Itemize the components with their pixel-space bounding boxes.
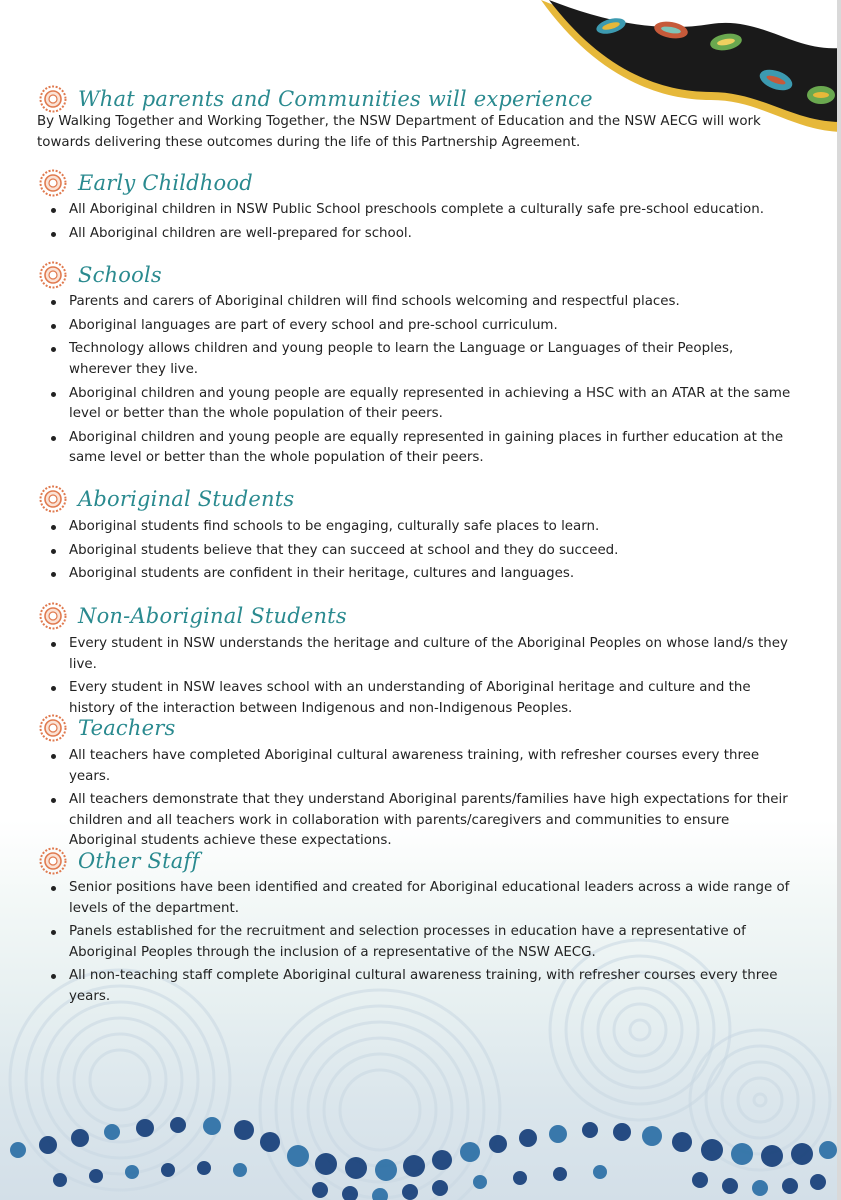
list-item: Aboriginal children and young people are equally represented in gaining places in further education at the same level or better than the whole population of their peers. [37,428,797,469]
concentric-circle-icon [38,484,68,514]
decorative-dot [260,1132,280,1152]
decorative-ring [42,1002,198,1158]
decorative-dot [233,1163,247,1177]
decorative-dot [403,1155,425,1177]
list-item: Aboriginal children and young people are equally represented in achieving a HSC with an ATAR at the same level or better than the whole population of their peers. [37,384,797,425]
decorative-ring [58,1018,182,1142]
bullet-list-schools [37,292,797,472]
list-item: Aboriginal languages are part of every school and pre-school curriculum. [37,316,797,337]
decorative-dot [71,1129,89,1147]
decorative-dot [761,1145,783,1167]
list-item: Technology allows children and young people to learn the Language or Languages of their Peoples, wherever they live. [37,339,797,380]
concentric-circle-icon [38,601,68,631]
decorative-dot [432,1150,452,1170]
decorative-dot [519,1129,537,1147]
decorative-dot [53,1173,67,1187]
decorative-dot [752,1180,768,1196]
concentric-circle-icon [38,260,68,290]
decorative-dot [722,1178,738,1194]
decorative-dot [402,1184,418,1200]
intro-paragraph: By Walking Together and Working Together, the NSW Department of Education and the NSW AECG will work towards delivering these outcomes during the life of this Partnership Agreement. [37,114,761,150]
decorative-dot [375,1159,397,1181]
concentric-circle-icon [38,713,68,743]
decorative-dot [819,1141,837,1159]
bullet-list-aboriginal-students [37,517,797,588]
decorative-dot [10,1142,26,1158]
list-item: All Aboriginal children are well-prepared for school. [37,224,797,245]
decorative-dot [782,1178,798,1194]
decorative-dot [287,1145,309,1167]
section-title: Early Childhood [78,171,253,195]
decorative-dot [432,1180,448,1196]
decorative-dot [161,1163,175,1177]
bullet-list-early-childhood [37,200,797,247]
list-item: All non-teaching staff complete Aboriginal cultural awareness training, with refresher courses every three years. [37,966,797,1007]
decorative-dot [692,1172,708,1188]
decorative-dot [701,1139,723,1161]
decorative-dot [372,1188,388,1200]
decorative-dot [203,1117,221,1135]
decorative-dot [125,1165,139,1179]
concentric-circle-icon [38,84,68,114]
decorative-dot [460,1142,480,1162]
decorative-dot [234,1120,254,1140]
section-title: Other Staff [78,849,200,873]
decorative-dot [642,1126,662,1146]
decorative-ring [722,1062,798,1138]
decorative-dot [315,1153,337,1175]
decorative-ring [74,1034,166,1126]
decorative-dot [810,1174,826,1190]
decorative-dot [170,1117,186,1133]
decorative-dot [104,1124,120,1140]
section-heading-other-staff [38,846,199,876]
section-title: Schools [78,263,162,287]
list-item: Every student in NSW leaves school with an understanding of Aboriginal heritage and culture and the history of the interaction between Indigenous and non-Indigenous Peoples. [37,678,797,719]
concentric-circle-icon [38,846,68,876]
decorative-dot [312,1182,328,1198]
list-item: Senior positions have been identified and created for Aboriginal educational leaders across a wide range of levels of the department. [37,878,797,919]
list-item: Aboriginal students find schools to be engaging, culturally safe places to learn. [37,517,797,538]
decorative-ring [340,1070,420,1150]
concentric-circle-icon [38,168,68,198]
intro-title: What parents and Communities will experience [78,87,593,111]
decorative-dot [593,1165,607,1179]
bullet-list-other-staff [37,878,797,1011]
decorative-dot [553,1167,567,1181]
decorative-ring [630,1020,650,1040]
decorative-ring [738,1078,782,1122]
decorative-dot [582,1122,598,1138]
decorative-dot [197,1161,211,1175]
section-title: Non-Aboriginal Students [78,604,347,628]
decorative-dot [791,1143,813,1165]
decorative-dot [473,1175,487,1189]
decorative-dot [39,1136,57,1154]
list-item: Parents and carers of Aboriginal children will find schools welcoming and respectful places. [37,292,797,313]
decorative-dot [342,1186,358,1200]
section-heading-early-childhood [38,168,253,198]
decorative-dot [489,1135,507,1153]
section-title: Aboriginal Students [78,487,295,511]
decorative-dot [136,1119,154,1137]
section-heading-schools [38,260,162,290]
section-title: Teachers [78,716,176,740]
bullet-list-non-aboriginal-students [37,634,797,722]
intro-heading [38,84,593,114]
section-heading-aboriginal-students [38,484,294,514]
list-item: Panels established for the recruitment and selection processes in education have a representative of Aboriginal Peoples through the inclusion of a representative of the NSW AECG. [37,922,797,963]
list-item: Every student in NSW understands the heritage and culture of the Aboriginal Peoples on whose land/s they live. [37,634,797,675]
decorative-dot [731,1143,753,1165]
decorative-dot [89,1169,103,1183]
section-heading-teachers [38,713,175,743]
list-item: All teachers demonstrate that they understand Aboriginal parents/families have high expectations for their children and all teachers work in collaboration with parents/caregivers and communities to ensure Aboriginal students achieve these expectations. [37,790,797,852]
list-item: Aboriginal students believe that they can succeed at school and they do succeed. [37,541,797,562]
decorative-ring [90,1050,150,1110]
list-item: All Aboriginal children in NSW Public School preschools complete a culturally safe pre-school education. [37,200,797,221]
decorative-ring [754,1094,766,1106]
decorative-dot [613,1123,631,1141]
bullet-list-teachers [37,746,797,855]
decorative-ring [614,1004,666,1056]
decorative-dot [549,1125,567,1143]
page-edge [837,0,841,1200]
decorative-dot [345,1157,367,1179]
section-heading-non-aboriginal-students [38,601,347,631]
list-item: Aboriginal students are confident in their heritage, cultures and languages. [37,564,797,585]
list-item: All teachers have completed Aboriginal cultural awareness training, with refresher courses every three years. [37,746,797,787]
decorative-dot [672,1132,692,1152]
decorative-dot [513,1171,527,1185]
